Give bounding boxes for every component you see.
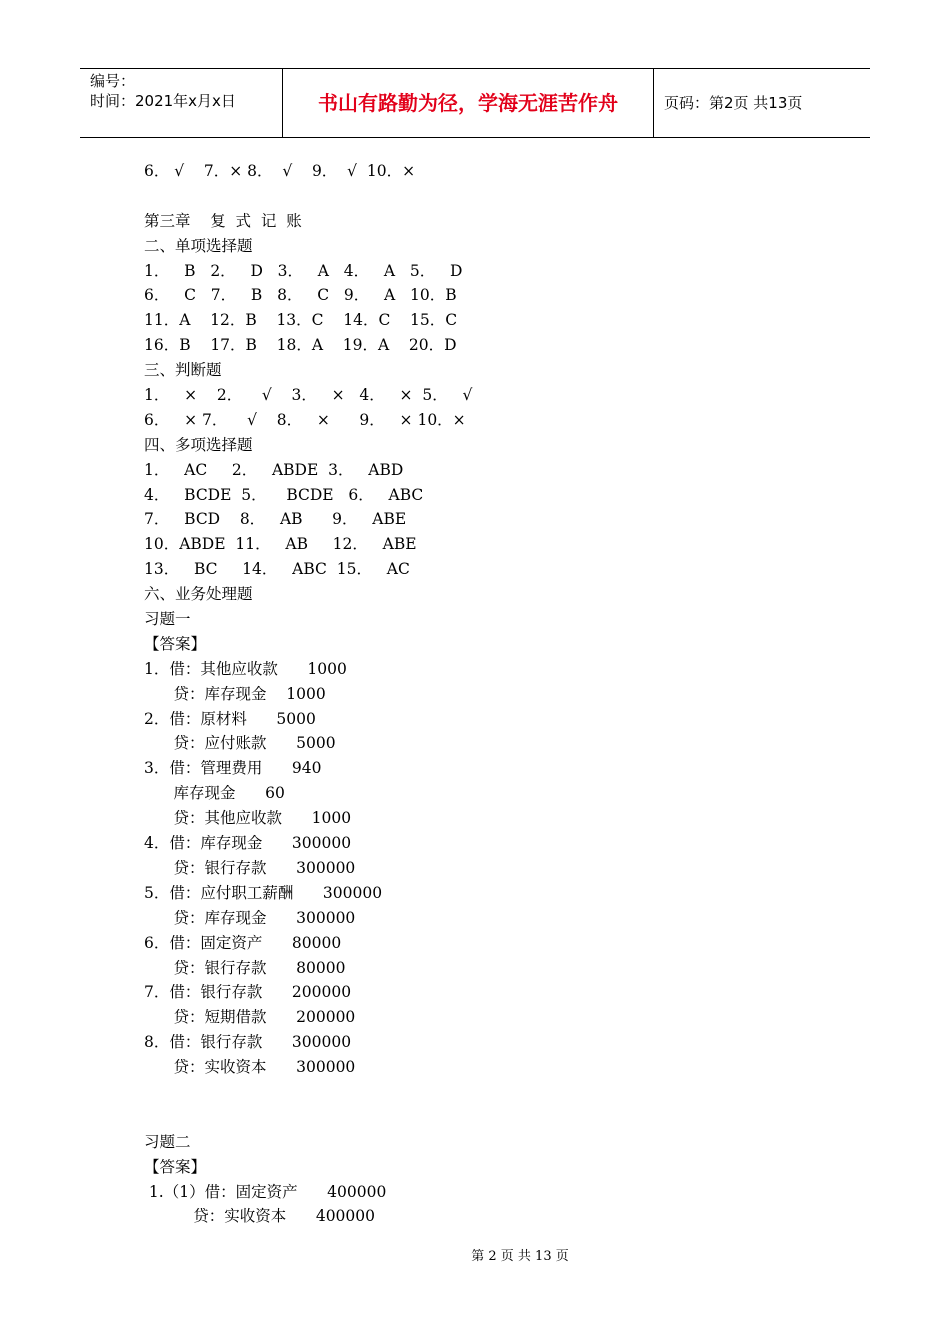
text-line [144, 1080, 844, 1105]
text-line: 10．ABDE 11． AB 12． ABE [144, 535, 417, 554]
footer-page-number: 第 2 页 共 13 页 [471, 1249, 569, 1264]
text-line: 贷：实收资本 400000 [144, 1207, 376, 1226]
header-page-info: 页码：第2页 共13页 [664, 94, 803, 112]
text-line: 7． BCD 8． AB 9． ABE [144, 510, 407, 529]
text-line: 四、多项选择题 [144, 435, 253, 454]
text-line: 2．借：原材料 5000 [144, 709, 316, 728]
text-line: 5．借：应付职工薪酬 300000 [144, 883, 383, 902]
text-line: 贷：库存现金 300000 [144, 908, 356, 927]
text-line: 3．借：管理费用 940 [144, 759, 322, 778]
text-line: 贷：银行存款 300000 [144, 858, 356, 877]
text-line: 习题一 [144, 610, 191, 629]
text-line: 习题二 [144, 1132, 191, 1151]
text-line: 六、业务处理题 [144, 585, 253, 604]
text-line: 贷：应付账款 5000 [144, 734, 336, 753]
text-line: 贷：银行存款 80000 [144, 958, 346, 977]
text-line: 7．借：银行存款 200000 [144, 983, 352, 1002]
text-line: 6．借：固定资产 80000 [144, 933, 342, 952]
text-line [144, 1105, 844, 1130]
text-line: 库存现金 60 [144, 784, 285, 803]
document-body [144, 159, 844, 1229]
text-line: 二、单项选择题 [144, 236, 253, 255]
text-line: 6． × 7． √ 8． × 9． × 10．× [144, 410, 466, 429]
text-line: 1． AC 2． ABDE 3． ABD [144, 460, 404, 479]
text-line: 【答案】 [144, 634, 207, 653]
text-line: 4． BCDE 5． BCDE 6． ABC [144, 485, 424, 504]
text-line: 第三章 复 式 记 账 [144, 211, 302, 230]
header-motto-cell [282, 69, 654, 137]
text-line: 1． × 2． √ 3． × 4． × 5． √ [144, 386, 473, 405]
header-meta-cell [80, 69, 282, 137]
text-line: 贷：实收资本 300000 [144, 1058, 356, 1077]
text-line: 6． C 7． B 8． C 9． A 10．B [144, 286, 457, 305]
text-line: 1．借：其他应收款 1000 [144, 659, 347, 678]
text-line: 4．借：库存现金 300000 [144, 834, 352, 853]
text-line: 13． BC 14． ABC 15． AC [144, 560, 410, 579]
text-line: 8．借：银行存款 300000 [144, 1033, 352, 1052]
document-number-label: 编号： [90, 72, 136, 90]
text-line: 16．B 17．B 18．A 19．A 20．D [144, 336, 457, 355]
text-line: 贷：短期借款 200000 [144, 1008, 356, 1027]
page-footer [0, 1245, 950, 1264]
text-line: 6． √ 7．× 8． √ 9． √ 10．× [144, 162, 416, 180]
text-line: 1.（1）借：固定资产 400000 [144, 1182, 387, 1201]
text-line: 1． B 2． D 3． A 4． A 5． D [144, 261, 463, 280]
text-line: 11．A 12．B 13．C 14．C 15．C [144, 311, 458, 330]
text-line [144, 184, 844, 209]
text-line: 贷：库存现金 1000 [144, 684, 326, 703]
page-header [80, 68, 870, 138]
text-line: 【答案】 [144, 1157, 207, 1176]
header-motto: 书山有路勤为径，学海无涯苦作舟 [318, 91, 618, 115]
text-line: 三、判断题 [144, 361, 222, 380]
document-time-label: 时间：2021年x月x日 [90, 92, 236, 110]
text-line: 贷：其他应收款 1000 [144, 809, 352, 828]
